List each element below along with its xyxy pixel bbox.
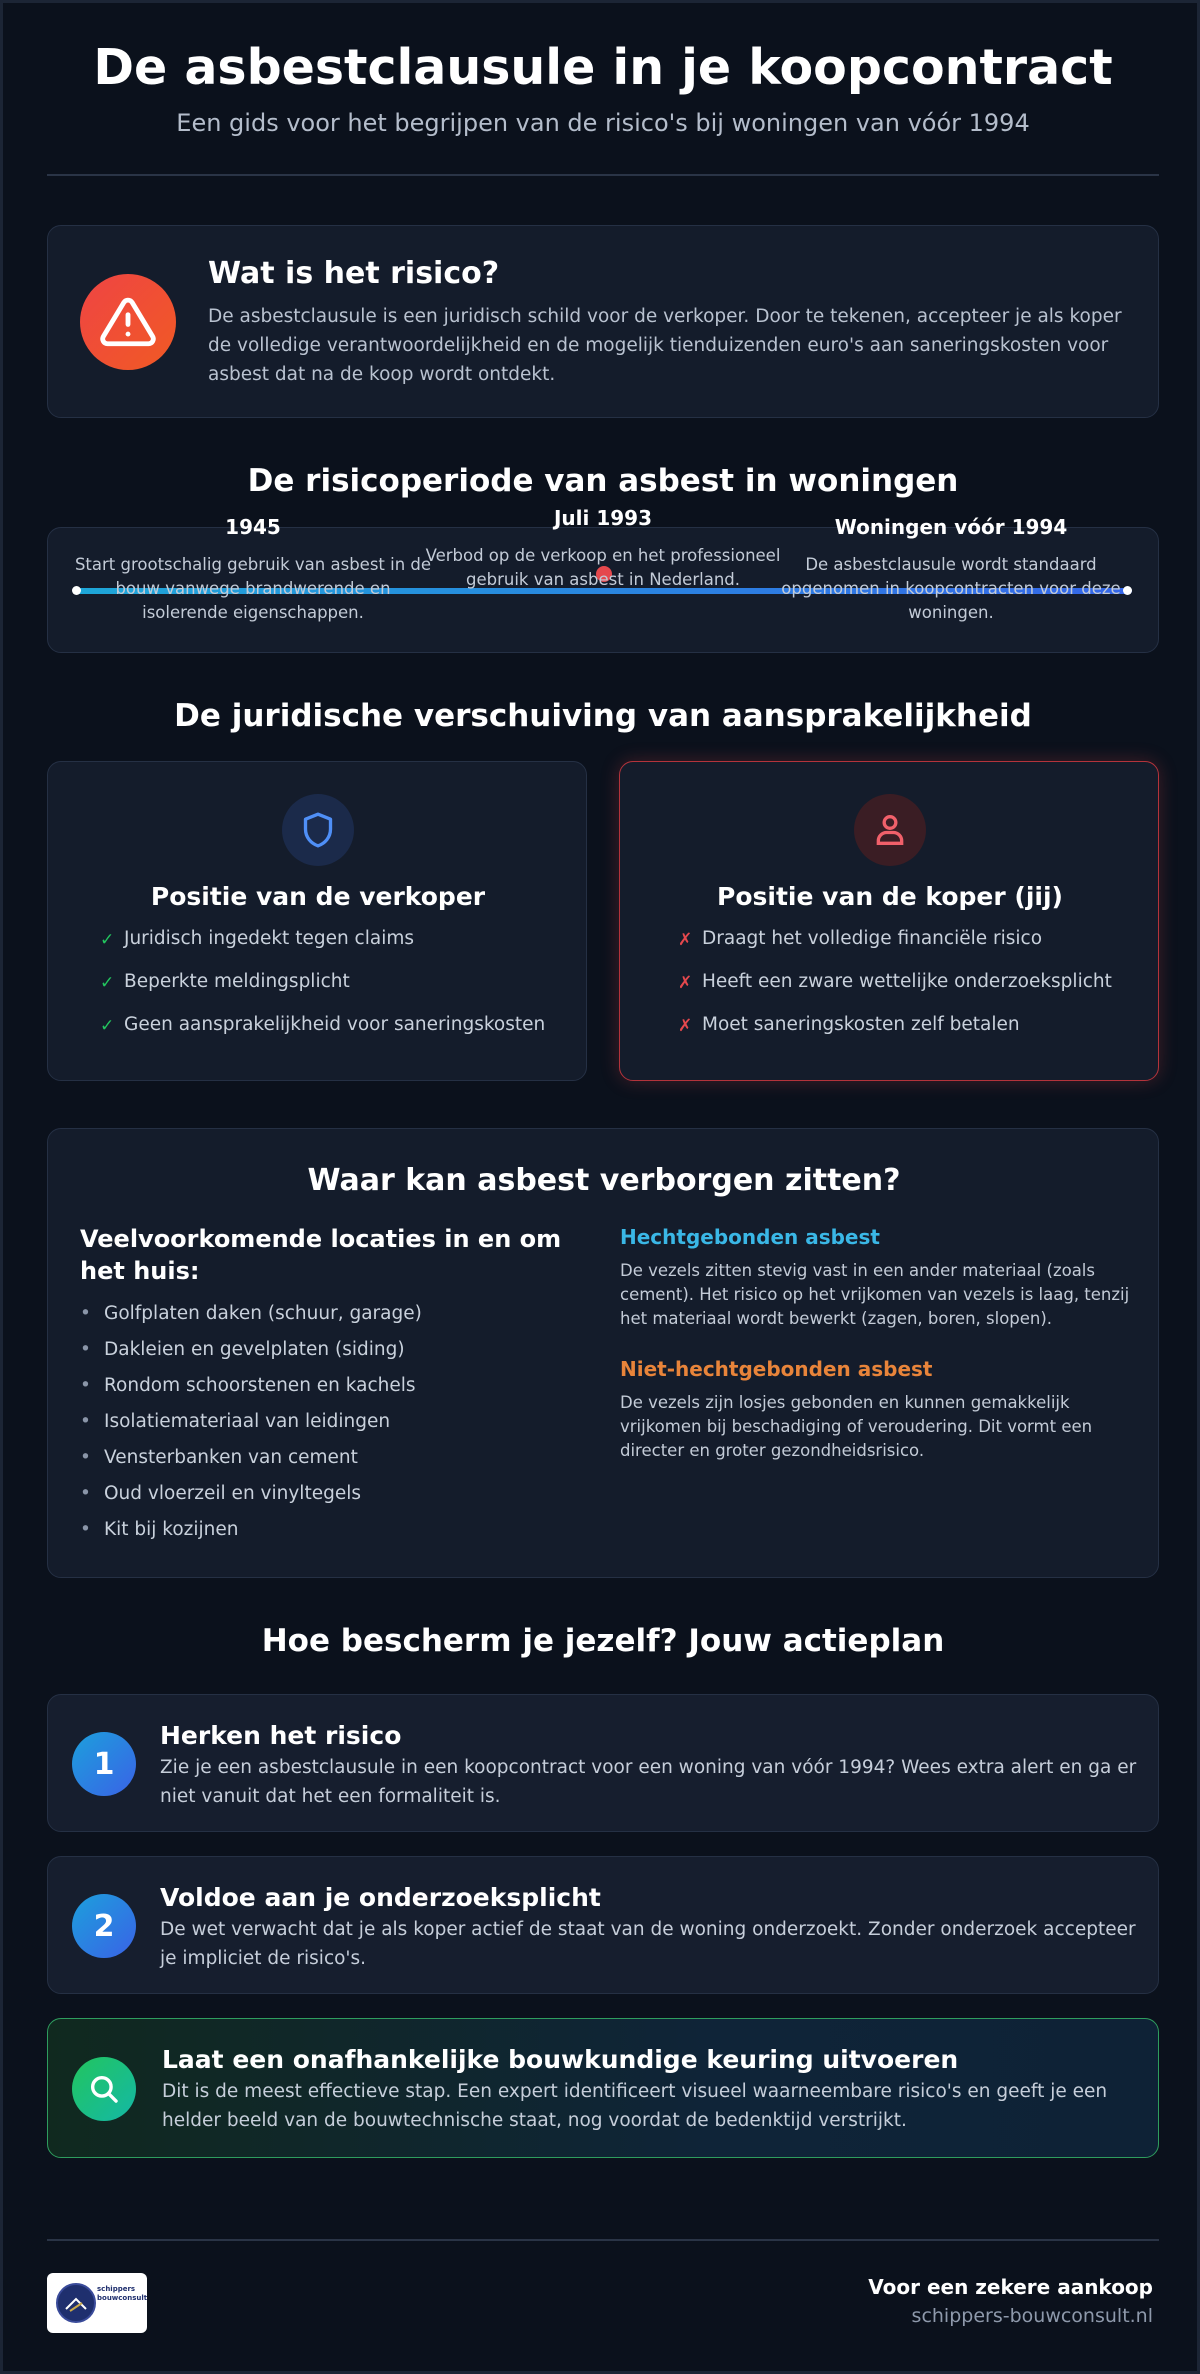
locations-title: Veelvoorkomende locaties in en om het huis: [80,1225,562,1285]
timeline-event [423,506,783,592]
bonded-text: De vezels zitten stevig vast in een ander materiaal (zoals cement). Het risico op het vrijkomen van vezels is laag, tenzij het materiaal wordt bewerkt (zagen, boren, slopen). [620,1261,1130,1328]
seller-title: Positie van de verkoper [150,882,486,911]
bonded-title: Hechtgebonden asbest [620,1225,880,1249]
seller-item: ✓ Beperkte meldingsplicht [100,971,350,993]
location-item: • Isolatiemateriaal van leidingen [80,1411,600,1447]
loose-title: Niet-hechtgebonden asbest [620,1357,933,1381]
cross-icon: ✗ [678,930,693,950]
location-item: • Kit bij kozijnen [80,1519,600,1555]
footer-divider [47,2239,1159,2241]
step-number: 1 [72,1732,136,1796]
buyer-title: Positie van de koper (jij) [717,882,1063,911]
buyer-item: ✗ Heeft een zware wettelijke onderzoeksplicht [678,971,1112,993]
step-title: Herken het risico [160,1721,402,1750]
timeline-year: 1945 [225,515,281,539]
location-item: • Vensterbanken van cement [80,1447,600,1483]
timeline-year: Juli 1993 [553,506,653,530]
page-subtitle: Een gids voor het begrijpen van de risico's bij woningen van vóór 1994 [176,109,1030,137]
liability-title: De juridische verschuiving van aansprakelijkheid [174,698,1032,734]
buyer-card [619,761,1159,1081]
footer-tagline: Voor een zekere aankoop [868,2275,1153,2299]
logo-text: schippers bouwconsult [97,2285,147,2302]
header-divider [47,174,1159,176]
step-text: Zie je een asbestclausule in een koopcontract voor een woning van vóór 1994? Wees extra alert en ga er niet vanuit dat het een formaliteit is. [160,1757,1137,1807]
step-card [47,1856,1159,1994]
location-item: • Rondom schoorstenen en kachels [80,1375,600,1411]
warning-icon [80,274,176,370]
buyer-list [678,928,1112,1057]
seller-list [100,928,545,1057]
location-item: • Oud vloerzeil en vinyltegels [80,1483,600,1519]
page-title: De asbestclausule in je koopcontract [93,39,1113,96]
footer-website-link[interactable]: schippers-bouwconsult.nl [911,2305,1153,2327]
timeline-year: Woningen vóór 1994 [834,515,1068,539]
buyer-item: ✗ Moet saneringskosten zelf betalen [678,1014,1020,1036]
seller-item: ✓ Geen aansprakelijkheid voor saneringskosten [100,1014,546,1036]
step-text: Dit is de meest effectieve stap. Een expert identificeert visueel waarneembare risico's en geeft je een helder beeld van de bouwtechnische staat, nog voordat de bedenktijd verstrijkt. [162,2081,1108,2131]
buyer-item: ✗ Draagt het volledige financiële risico [678,928,1043,950]
timeline-title: De risicoperiode van asbest in woningen [247,463,959,499]
step-card [47,1694,1159,1832]
step-title: Voldoe aan je onderzoeksplicht [160,1883,601,1912]
timeline-text: Verbod op de verkoop en het professioneel gebruik van asbest in Nederland. [425,546,781,589]
check-icon: ✓ [100,973,115,993]
timeline-event [73,515,433,625]
timeline-text: De asbestclausule wordt standaard opgenomen in koopcontracten voor deze woningen. [781,555,1121,622]
risk-text: De asbestclausule is een juridisch schild voor de verkoper. Door te tekenen, accepteer je als koper de volledige verantwoordelijkheid en de mogelijk tienduizenden euro's aan saneringskosten voor asbest dat na de koop wordt ontdekt. [208,306,1122,385]
hidden-title: Waar kan asbest verborgen zitten? [307,1163,901,1198]
check-icon: ✓ [100,1016,115,1036]
locations-list [80,1303,600,1555]
seller-item: ✓ Juridisch ingedekt tegen claims [100,928,415,950]
location-item: • Dakleien en gevelplaten (siding) [80,1339,600,1375]
shield-icon [282,794,354,866]
plan-title: Hoe bescherm je jezelf? Jouw actieplan [261,1623,945,1659]
location-item: • Golfplaten daken (schuur, garage) [80,1303,600,1339]
step-card-highlight [47,2018,1159,2158]
risk-card [47,225,1159,418]
loose-text: De vezels zijn losjes gebonden en kunnen gemakkelijk vrijkomen bij beschadiging of veroudering. Dit vormt een directer en groter gezondheidsrisico. [620,1393,1093,1460]
step-text: De wet verwacht dat je als koper actief de staat van de woning onderzoekt. Zonder onderzoek accepteer je impliciet de risico's. [160,1919,1136,1969]
user-icon [854,794,926,866]
check-icon: ✓ [100,930,115,950]
timeline-text: Start grootschalig gebruik van asbest in de bouw vanwege brandwerende en isolerende eigenschappen. [74,555,432,622]
logo-emblem [56,2283,96,2323]
timeline-event [771,515,1131,625]
step-number: 2 [72,1894,136,1958]
hidden-card [47,1128,1159,1578]
step-title: Laat een onafhankelijke bouwkundige keuring uitvoeren [162,2045,959,2074]
cross-icon: ✗ [678,973,693,993]
cross-icon: ✗ [678,1016,693,1036]
company-logo[interactable] [47,2273,147,2333]
seller-card [47,761,587,1081]
risk-title: Wat is het risico? [208,256,500,291]
search-icon [72,2057,136,2121]
